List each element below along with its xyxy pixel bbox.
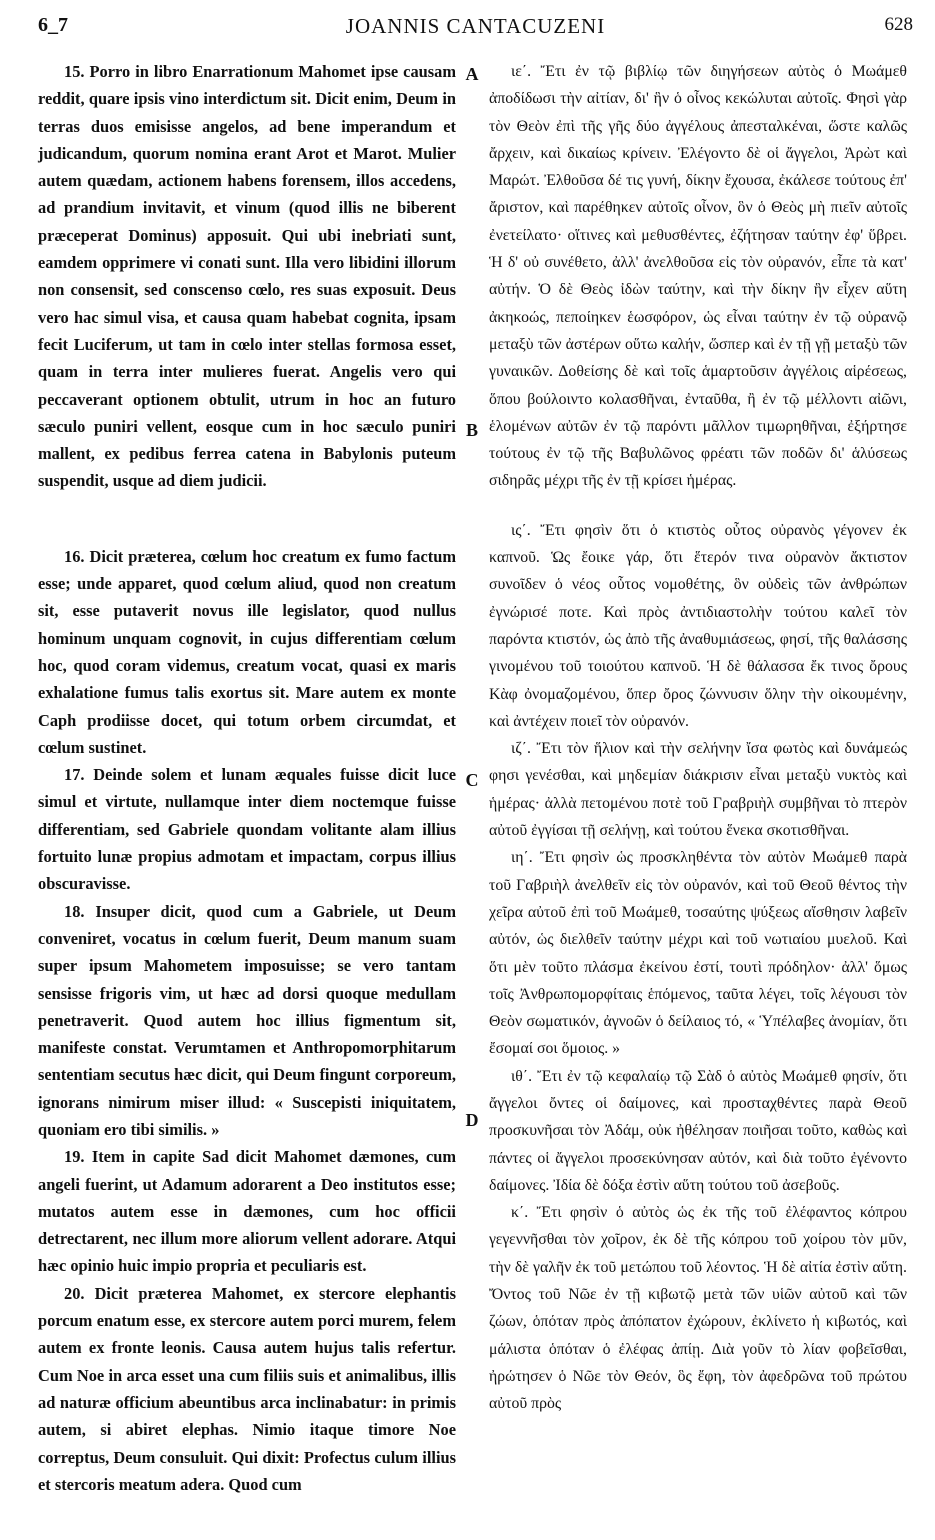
page-header	[38, 8, 913, 40]
latin-column	[38, 58, 456, 1534]
margin-marker-b: B	[465, 420, 478, 440]
greek-column	[489, 58, 907, 1534]
margin-marker-a: A	[465, 64, 479, 84]
latin-paragraph-17: 17. Deinde solem et lunam æquales fuisse dicit luce simul et virtute, nullamque inter diem noctemque fuisse differentiam, sed Gabriele quondam volitante alam illius fortuito lunæ propius admotam et impactam, corpus illius obscuravisse.	[38, 765, 456, 894]
latin-paragraph-15: 15. Porro in libro Enarrationum Mahomet ipse causam reddit, quare ipsis vino interdictum sit. Dicit enim, Deum in terras duos emisisse angelos, ad bene imperandum et judicandum, quorum nomina erant Arot et Marot. Mulier autem quædam, actionem habens forensem, illos accedens, ad prandium invitavit, et vinum (quod illis ne biberent præceperat Dominus) apposuit. Qui ubi inebriati sunt, eamdem opprimere vi conati sunt. Illa vero libidini illorum non consensit, sed conscenso cœlo, res suas exposuit. Deus vero hac simul visa, et causa quam habebat cognita, ipsam fecit Luciferum, ut tam in cœlo inter stellas formosa esset, quam in terra inter mulieres fuerat. Angelis vero qui peccaverant optionem obtulit, utrum in hoc an futuro sæculo puniri vellent, eosque cum in hoc sæculo puniri mallent, ex pedibus ferrea catena in Babylonis puteum suspendit, usque ad diem judicii.	[38, 62, 456, 491]
page-number-right: 628	[884, 14, 913, 35]
greek-paragraph-20: κ΄. Ἔτι φησὶν ὁ αὐτὸς ὡς ἐκ τῆς τοῦ ἐλέφαντος κόπρου γεγεννῆσθαι τὸν χοῖρον, ἐκ δὲ τῆς κόπρου τοῦ χοίρου τὸν μῦν, τὴν δὲ γαλῆν ἐκ τοῦ μετώπου τοῦ λέοντος. Ἡ δὲ αἰτία ἐστὶν αὕτη. Ὄντος τοῦ Νῶε ἐν τῇ κιβωτῷ μετὰ τῶν υἱῶν αὐτοῦ καὶ τῶν ζώων, ὁπόταν πρὸς ἀπόπατον ἐχώρουν, ἐκλίνετο ἡ κιβωτός, καὶ μάλιστα ὁπόταν ὁ ἐλέφας ἀπίῃ. Διὰ γοῦν τὸ λίαν φοβεῖσθαι, ἠρώτησεν ὁ Νῶε τὸν Θεόν, ὃς ἔφη, τὸν ἀφεδρῶνα τοῦ πρώτου αὐτοῦ πρὸς	[489, 1204, 907, 1413]
greek-paragraph-19: ιθ΄. Ἔτι ἐν τῷ κεφαλαίῳ τῷ Σὰδ ὁ αὐτὸς Μωάμεθ φησίν, ὅτι ἄγγελοι ὄντες οἱ δαίμονες, καὶ προσταχθέντες παρὰ Θεοῦ προσκυνῆσαι τὸν Ἀδάμ, οὐκ ἠθέλησαν ποιῆσαι τοῦτο, καθὼς καὶ πάντες οἱ ἄγγελοι προσεκύνησαν αὐτόν, καὶ διὰ τοῦτο ἐγένοντο δαίμονες. Ἰδία δὲ δόξα ἐστὶν αὕτη τούτου τοῦ ἀσεβοῦς.	[489, 1067, 907, 1194]
greek-paragraph-18: ιη΄. Ἔτι φησὶν ὡς προσκληθέντα τὸν αὐτὸν Μωάμεθ παρὰ τοῦ Γαβριὴλ ἀνελθεῖν εἰς τὸν οὐρανόν, καὶ τοῦ Θεοῦ θέντος τὴν χεῖρα αὐτοῦ ἐπὶ τοῦ Μωάμεθ, τοσαύτης ψύξεως αἴσθησιν λαβεῖν αὐτόν, ὡς διελθεῖν ταύτην μέχρι καὶ τοῦ νωτιαίου μυελοῦ. Καὶ ὅτι μὲν τοῦτο πλάσμα ἐκείνου ἐστί, τουτὶ πρόδηλον· ἀλλ' ὅμως τοῖς Ἀνθρωπομορφίταις ἑπόμενος, ταῦτα λέγει, τοῖς λέγουσι τὸν Θεὸν σωματικόν, ἀγνοῶν ὁ δείλαιος τό, « Ὑπέλαβες ἀνομίαν, ὅτι ἔσομαί σοι ὅμοιος. »	[489, 849, 907, 1058]
greek-paragraph-16: ις΄. Ἔτι φησὶν ὅτι ὁ κτιστὸς οὗτος οὐρανὸς γέγονεν ἐκ καπνοῦ. Ὡς ἔοικε γάρ, ὅτι ἕτερόν τινα οὐρανὸν ἄκτιστον συνοῖδεν ὁ νέος οὗτος νομοθέτης, ὃν οὐδεὶς τῶν ἀνθρώπων ἐγνώρισέ ποτε. Καὶ πρὸς ἀντιδιαστολὴν τούτου καλεῖ τὸν παρόντα κτιστόν, ὡς ἀπὸ τῆς ἀναθυμιάσεως, φησί, τῆς θαλάσσης γινομένου τοῦ τοιούτου καπνοῦ. Ἡ δὲ θάλασσα ἔκ τινος ὄρους Κὰφ ὀνομαζομένου, ὅπερ ὄρος ζώννυσιν ὅλην τὴν οἰκουμένην, καὶ ἀντέχειν ποιεῖ τὸν οὐρανόν.	[489, 521, 907, 730]
margin-marker-d: D	[465, 1110, 479, 1130]
latin-paragraph-20: 20. Dicit præterea Mahomet, ex stercore elephantis porcum enatum esse, ex stercore autem porci murem, felem autem ex fronte leonis. Causa autem hujus talis refertur. Cum Noe in arca esset una cum filiis suis et animalibus, illis ad naturæ officium abeuntibus arca inclinabatur: in primis autem, si abiret elephas. Nimio itaque timore Noe correptus, Deum consuluit. Qui dixit: Profectus culum illius et stercoris meatum adera. Quod cum	[38, 1283, 456, 1494]
margin-marker-c: C	[465, 770, 479, 790]
latin-paragraph-16: 16. Dicit præterea, cœlum hoc creatum ex fumo factum esse; unde apparet, quod cœlum aliud, quod non creatum sit, esse putaverit novus ille legislator, quod nullus hominum unquam cognovit, in cujus differentiam cœlum hoc, quod coram videmus, creatum vocat, quasi ex maris exhalatione fumus talis exortus sit. Mare autem ex monte Caph prodiisse docet, qui totum orbem circumdat, et cœlum sustinet.	[38, 546, 456, 757]
greek-paragraph-17: ιζ΄. Ἔτι τὸν ἥλιον καὶ τὴν σελήνην ἴσα φωτὸς καὶ δυνάμεώς φησι γενέσθαι, καὶ μηδεμίαν διάκρισιν εἶναι μεταξὺ νυκτὸς καὶ ἡμέρας· ἀλλὰ πετομένου ποτὲ τοῦ Γραβριὴλ συμβῆναι τὸ πτερὸν αὐτοῦ ἐγγίσαι τῇ σελήνῃ, καὶ τούτου ἕνεκα σκοτισθῆναι.	[489, 740, 907, 840]
greek-paragraph-15: ιε΄. Ἔτι ἐν τῷ βιβλίῳ τῶν διηγήσεων αὐτὸς ὁ Μωάμεθ ἀποδίδωσι τὴν αἰτίαν, δι' ἣν ὁ οἶνος κεκώλυται αὐτοῖς. Φησὶ γὰρ τὸν Θεὸν ἐπὶ τῆς γῆς δύο ἀγγέλους ἀπεσταλκέναι, ὥστε καλῶς ἄρχειν, καὶ δικαίως κρίνειν. Ἐλέγοντο δὲ οἱ ἄγγελοι, Ἀρὼτ καὶ Μαρώτ. Ἐλθοῦσα δέ τις γυνή, δίκην ἔχουσα, ἐκάλεσε τούτους ἐπ' ἄριστον, καὶ παρέθηκεν αὐτοῖς οἶνον, ὃν ὁ Θεὸς μὴ πιεῖν αὐτοῖς ἐνετείλατο· οἵτινες καὶ μεθυσθέντες, ἐζήτησαν ταύτην ἐφ' ὕβρει. Ἡ δ' οὐ συνέθετο, ἀλλ' ἀνελθοῦσα εἰς τὸν οὐρανόν, εἶπε τὰ κατ' αὐτήν. Ὁ δὲ Θεὸς ἰδὼν ταύτην, καὶ τὴν δίκην ἣν εἶχεν αὕτη ἀκηκοώς, πεποίηκεν ἑωσφόρον, ὡς εἶναι ταύτην ἐν τῷ οὐρανῷ μεταξὺ τῶν ἀστέρων οὕτω καλήν, ὥσπερ καὶ ἐν τῇ γῇ μεταξὺ τῶν γυναικῶν. Δοθείσης δὲ καὶ τοῖς ἁμαρτοῦσιν ἀγγέλοις αἱρέσεως, ὅπου βούλοιντο κολασθῆναι, ἐνταῦθα, ἢ ἐν τῷ μέλλοντι αἰῶνι, ἑλομένων αὐτῶν ἐν τῷ παρόντι μᾶλλον τιμωρηθῆναι, ἐξήρτησε τούτους ἐν τῷ τῆς Βαβυλῶνος φρέατι τῶν ποδῶν δι' ἁλύσεως σιδηρᾶς μέχρι τῆς ἐν τῇ κρίσει ἡμέρας.	[489, 63, 907, 490]
page-number-left: 6_7	[38, 14, 68, 36]
latin-paragraph-18: 18. Insuper dicit, quod cum a Gabriele, ut Deum conveniret, vocatus in cœlum fuerit, Deum manum suam super ipsum Mahometem imposuisse; se vero tantam sensisse frigoris vim, ut hæc ad dorsi quoque medullam penetraverit. Quod autem hoc illius figmentum sit, manifeste constat. Verumtamen et Anthropomorphitarum sententiam secutus hæc dicit, qui Deum fingunt corporeum, ignorans nimirum miser illud: « Suscepisti iniquitatem, quoniam ero tibi similis. »	[38, 901, 456, 1139]
latin-paragraph-19: 19. Item in capite Sad dicit Mahomet dæmones, cum angeli fuerint, ut Adamum adorarent a Deo institutos esse; mutatos autem esse in dæmones, cum hoc officii detrectarent, nec illum more aliorum vellent adorare. Atqui hæc opinio huic impio propria et peculiaris est.	[38, 1147, 456, 1276]
running-title: JOANNIS CANTACUZENI	[345, 14, 606, 38]
